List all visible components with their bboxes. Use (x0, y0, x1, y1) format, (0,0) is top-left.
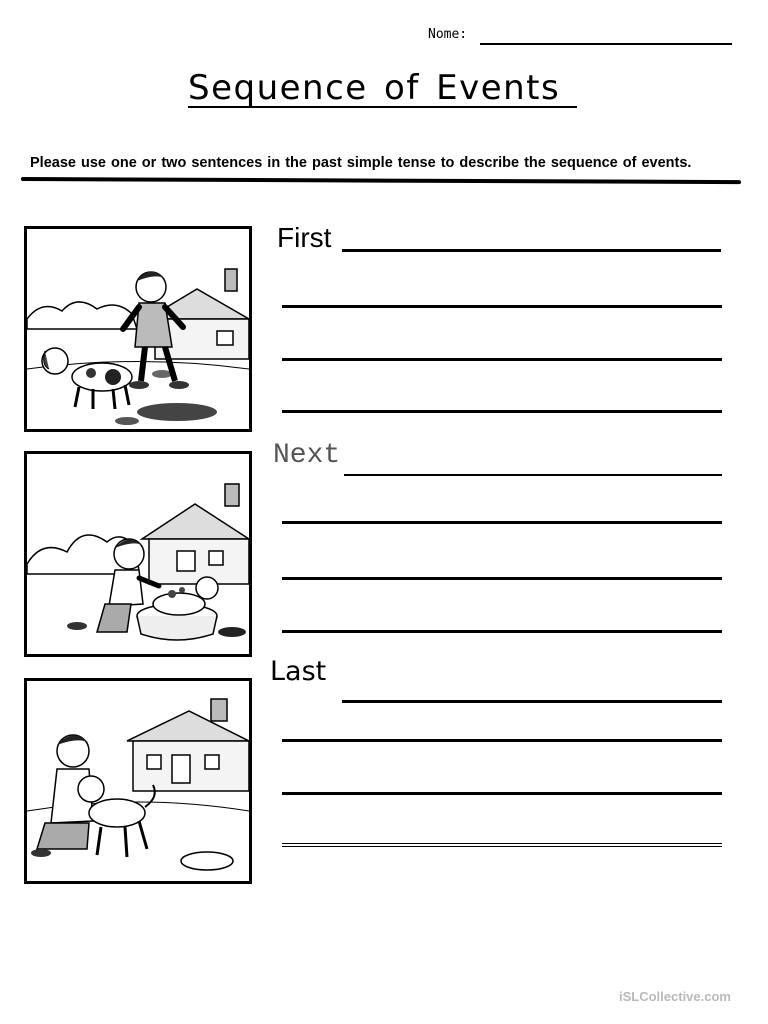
writing-line-next-3[interactable] (282, 577, 722, 580)
writing-line-first-1[interactable] (342, 249, 721, 252)
instructions-text: Please use one or two sentences in the past simple tense to describe the sequence of events. (30, 155, 692, 171)
section-label-last: Last (270, 656, 327, 687)
name-label: Nome: (428, 27, 468, 42)
name-input-line[interactable] (480, 43, 732, 45)
writing-line-last-4[interactable] (282, 843, 722, 844)
writing-line-first-2[interactable] (282, 305, 722, 308)
boy-finds-muddy-dog-illustration (27, 229, 249, 429)
picture-panel-next (24, 451, 252, 657)
writing-line-first-3[interactable] (282, 358, 722, 361)
writing-line-next-1[interactable] (344, 474, 722, 476)
boy-hugs-clean-dog-illustration (27, 681, 249, 881)
writing-line-last-1[interactable] (342, 700, 722, 703)
section-label-first: First (277, 222, 332, 253)
writing-line-next-4[interactable] (282, 630, 722, 633)
writing-line-first-4[interactable] (282, 410, 722, 413)
watermark: iSLCollective.com (619, 989, 731, 1004)
header-divider (21, 177, 741, 184)
picture-panel-first (24, 226, 252, 432)
title-underline (188, 106, 577, 108)
boy-washes-dog-in-tub-illustration (27, 454, 249, 654)
writing-line-next-2[interactable] (282, 521, 722, 524)
writing-line-last-2[interactable] (282, 739, 722, 742)
writing-line-last-3[interactable] (282, 792, 722, 795)
picture-panel-last (24, 678, 252, 884)
section-label-next: Next (273, 440, 341, 471)
page-title: Sequence of Events (188, 68, 561, 108)
